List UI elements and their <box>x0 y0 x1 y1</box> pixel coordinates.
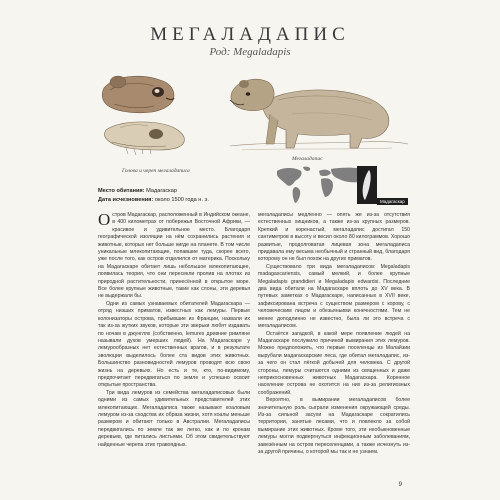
paragraph: Три вида лемуров из семейства мегаладаписовых были одними из самых удивительных представителей этих млекопитающих. Мегаладаписа также называют коаловым лемуром из-за сходства их образа жизни, хотя коалы меньше размером и обитают только в Австралии. Мегаладаписы передвигались по земле так же легко, как и по кронам деревьев, где питались листьями. Об этом свидетельствуют найденные черепа этих травоядных. <box>98 389 250 448</box>
madagascar-inset <box>357 166 377 204</box>
right-illustration-caption: Мегаладапис <box>292 156 323 162</box>
habitat-value: Мадагаскар <box>146 188 177 194</box>
megaladapis-illustration <box>222 64 412 156</box>
habitat-label: Место обитания: <box>98 188 145 194</box>
left-illustration-caption: Голова и череп мегаладаписа <box>122 168 190 174</box>
extinction-label: Дата исчезновения: <box>98 196 154 203</box>
species-info <box>98 187 209 204</box>
drop-cap: О <box>98 210 111 229</box>
paragraph: Существовало три вида мегаладаписов: Megaladapis madagascariensis, самый мелкий, и более крупные Megaladapis grandidieri и Megaladapis edwardsi. Последние два вида обитали на Мадагаскаре вплоть до XV века. В путевых заметках о Мадагаскаре, написанных в XVII веке, зафиксирована встреча с существом размером с корову, с человеческим лицом и обезьяньими конечностями. Тем не менее доподлинно не известно, была ли это встреча с мегаладаписом. <box>258 263 410 330</box>
text-column-right <box>258 212 410 456</box>
paragraph: Одни из самых узнаваемых обитателей Мадагаскара — отряд низших приматов, известных как лемуры. Первые колонизаторы острова, прибывшие из Франции, назвали их так из-за жутких звуков, которые эти зверьки любят издавать по ночам в джунглях (собственно, lemures древние римляне называли духов умерших людей). На Мадагаскаре у лемурообразных нет естественных врагов, и в результате эволюции выделилось более ста видов этих животных. Большинство разновидностей лемуров проводят всю свою жизнь на деревьях. Но есть и те, кто, по-видимому, предпочитает передвигаться по земле и успешно освоит открытые пространства. <box>98 300 250 389</box>
page-number: 9 <box>398 482 402 488</box>
madagascar-shape <box>357 166 377 204</box>
paragraph: Вероятно, в вымирании мегаладаписов более значительную роль сыграли изменения окружающей среды. Из-за сильной засухи на Мадагаскаре сократились территории, занятые лесами, что и повлекло за собой вымирание этих животных. Кроме того, эти необыкновенные лемуры могли подвергнуться инфекционным заболеваниям, завезённым на остров переселенцами, а также исчезнуть из-за другой причины, о которой мы так и не узнаем. <box>258 397 410 455</box>
lemur-head-drawing <box>102 76 174 113</box>
head-skull-illustration <box>96 68 208 164</box>
habitat-line <box>98 187 209 196</box>
paragraph: Остров Мадагаскар, расположенный в Индийском океане, в 400 километрах от побережья Восточной Африки, — красивое и удивительное место. Благодаря географической изоляции на нём сохранились растения и животные, которых нет больше нигде на планете. В том числе уникальные млекопитающие, попавшие туда, скорее всего, уже после того, как остров отделился от материка. Поскольку на Мадагаскаре обитает лишь небольшое млекопитающее, появилась теория, что они пересекли пролив на плотах из природной растительности, принесённой в открытое море. Все более крупные животные, такие как слоны, эти деревья не выдержали бы. <box>98 210 250 300</box>
extinction-value: около 1500 года н. э. <box>154 196 209 203</box>
lemur-skull-drawing <box>104 122 184 155</box>
map-label: Мадагаскар <box>377 198 408 205</box>
page-title: МЕГАЛАДАПИС <box>150 24 350 45</box>
paragraph: Остаётся загадкой, в какой мере появление людей на Мадагаскаре послужило причиной вымирания этих лемуров. Можно предположить, что первые поселенцы из Малайзии вырубали мадагаскарские леса, где обитал мегаладапис, из-за чего он стал лёгкой добычей для человека. С другой стороны, лемуры считаются одними из священных и даже неприкосновенных животных Мадагаскара. Коренное население острова не охотится на них из-за религиозных соображений. <box>258 330 410 396</box>
text-column-left <box>98 212 250 449</box>
paragraph: мегаладаписы медленно — опять же из-за отсутствия естественных хищников, а также из-за крупных размеров. Крепкий и коренастый, мегаладапис достигал 150 сантиметров в высоту и весил около 80 килограммов. Хорошо развитые, продолговатая лицевая зона мегаладаписа придавала ему весьма необычный и странный вид, благодаря которому он не был похож на других приматов. <box>258 212 410 263</box>
genus-subtitle: Род: Megaladapis <box>209 46 291 58</box>
extinction-line <box>98 196 209 205</box>
